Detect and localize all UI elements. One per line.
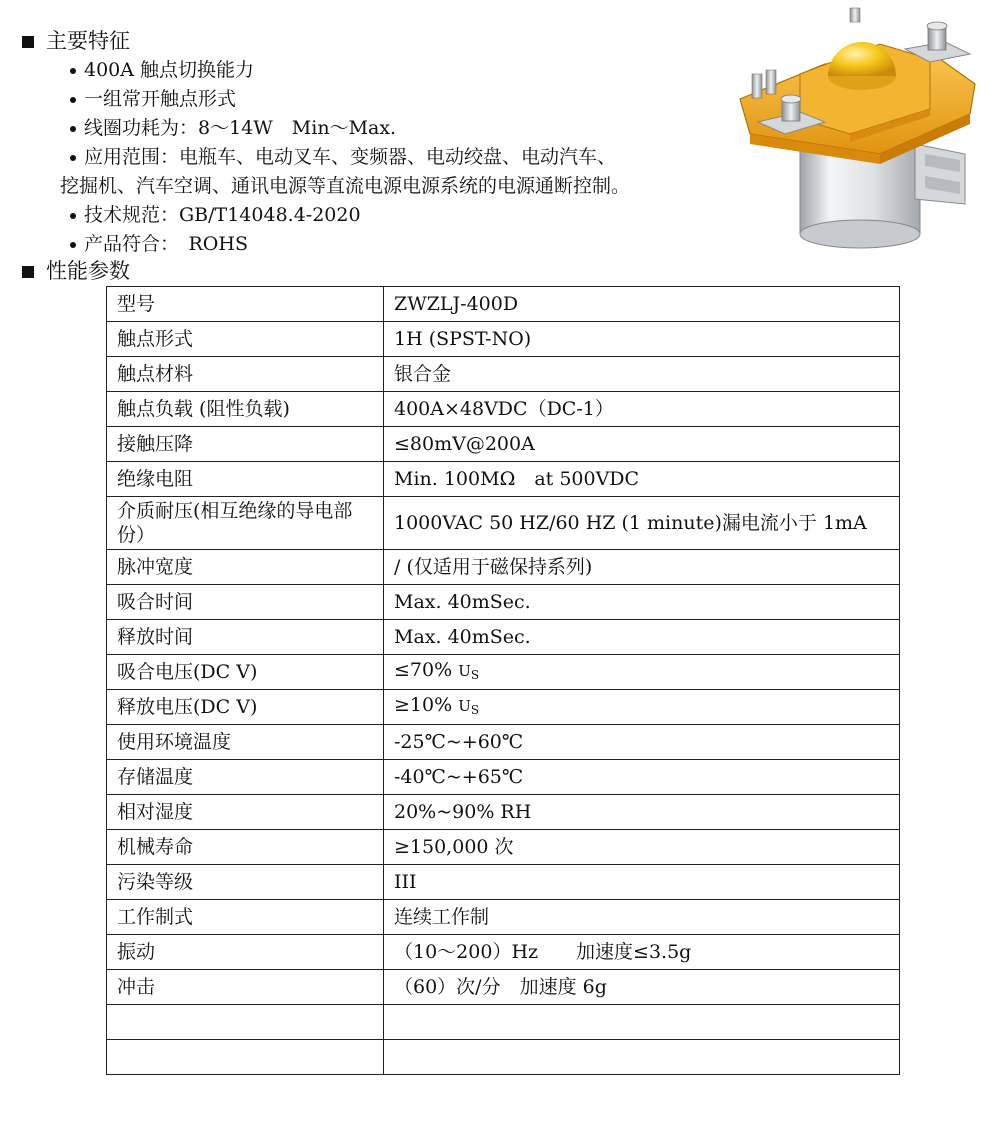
- value-cell: [384, 655, 900, 690]
- param-cell: 使用环境温度: [107, 725, 384, 760]
- unit-subscript: S: [470, 702, 480, 717]
- bullet-dot-icon: [70, 68, 76, 74]
- param-cell: 介质耐压(相互绝缘的导电部份）: [107, 497, 384, 550]
- table-row: [107, 690, 900, 725]
- param-cell: 释放电压(DC V): [107, 690, 384, 725]
- table-row: [107, 287, 900, 322]
- param-cell: 接触压降: [107, 427, 384, 462]
- features-heading: [22, 31, 130, 52]
- table-row: [107, 935, 900, 970]
- param-cell: 存储温度: [107, 760, 384, 795]
- value-cell: 1000VAC 50 HZ/60 HZ (1 minute)漏电流小于 1mA: [384, 497, 900, 550]
- param-cell: 触点形式: [107, 322, 384, 357]
- bullet-dot-icon: [70, 155, 76, 161]
- feature-item-continuation: 挖掘机、汽车空调、通讯电源等直流电源电源系统的电源通断控制。: [60, 175, 631, 197]
- value-text: ≤70%: [394, 658, 459, 681]
- param-cell: 污染等级: [107, 865, 384, 900]
- table-row: [107, 620, 900, 655]
- param-cell: 吸合时间: [107, 585, 384, 620]
- table-row: [107, 655, 900, 690]
- table-row: [107, 357, 900, 392]
- param-cell: 触点负载 (阻性负载): [107, 392, 384, 427]
- feature-item: 应用范围：电瓶车、电动叉车、变频器、电动绞盘、电动汽车、: [62, 143, 742, 172]
- feature-item: 线圈功耗为：8～14W Min～Max.: [62, 114, 742, 143]
- bullet-dot-icon: [70, 97, 76, 103]
- spec-table-body: [107, 287, 900, 1075]
- spec-heading: [22, 261, 130, 282]
- param-cell: 触点材料: [107, 357, 384, 392]
- features-list: [62, 56, 742, 259]
- param-cell: 振动: [107, 935, 384, 970]
- value-cell: 20%~90% RH: [384, 795, 900, 830]
- param-cell: 型号: [107, 287, 384, 322]
- unit-symbol: U: [458, 661, 471, 680]
- param-cell: [107, 1005, 384, 1040]
- relay-contactor-image: [730, 4, 980, 254]
- param-cell: 脉冲宽度: [107, 550, 384, 585]
- table-row: [107, 427, 900, 462]
- table-row: [107, 585, 900, 620]
- value-cell: 连续工作制: [384, 900, 900, 935]
- spec-table: [106, 286, 900, 1075]
- unit-subscript: S: [470, 667, 480, 682]
- value-cell: III: [384, 865, 900, 900]
- table-row: [107, 830, 900, 865]
- bullet-dot-icon: [70, 213, 76, 219]
- value-cell: [384, 690, 900, 725]
- value-cell: [384, 1005, 900, 1040]
- spec-heading-text: 性能参数: [46, 259, 130, 283]
- value-cell: / (仅适用于磁保持系列): [384, 550, 900, 585]
- value-cell: -40℃~+65℃: [384, 760, 900, 795]
- param-cell: 机械寿命: [107, 830, 384, 865]
- table-row: [107, 900, 900, 935]
- value-cell: -25℃~+60℃: [384, 725, 900, 760]
- bullet-dot-icon: [70, 126, 76, 132]
- unit-symbol: U: [458, 696, 471, 715]
- table-row: [107, 497, 900, 550]
- param-cell: 冲击: [107, 970, 384, 1005]
- features-heading-text: 主要特征: [46, 29, 130, 53]
- table-row: [107, 970, 900, 1005]
- value-cell: ≥150,000 次: [384, 830, 900, 865]
- value-cell: [384, 1040, 900, 1075]
- value-cell: 1H (SPST-NO): [384, 322, 900, 357]
- value-cell: （60）次/分 加速度 6g: [384, 970, 900, 1005]
- value-cell: Min. 100MΩ at 500VDC: [384, 462, 900, 497]
- table-row: [107, 462, 900, 497]
- feature-item: 产品符合： ROHS: [62, 230, 742, 259]
- value-cell: 银合金: [384, 357, 900, 392]
- square-bullet-icon: [22, 36, 34, 48]
- square-bullet-icon: [22, 266, 34, 278]
- param-cell: 释放时间: [107, 620, 384, 655]
- table-row: [107, 550, 900, 585]
- param-cell: 吸合电压(DC V): [107, 655, 384, 690]
- value-cell: （10～200）Hz 加速度≤3.5g: [384, 935, 900, 970]
- param-cell: 相对湿度: [107, 795, 384, 830]
- value-cell: Max. 40mSec.: [384, 585, 900, 620]
- table-row: [107, 865, 900, 900]
- table-row: [107, 1005, 900, 1040]
- table-row: [107, 795, 900, 830]
- table-row: [107, 760, 900, 795]
- feature-item: 一组常开触点形式: [62, 85, 742, 114]
- value-text: ≥10%: [394, 693, 459, 716]
- value-cell: ZWZLJ-400D: [384, 287, 900, 322]
- feature-item: 400A 触点切换能力: [62, 56, 742, 85]
- table-row: [107, 392, 900, 427]
- value-cell: ≤80mV@200A: [384, 427, 900, 462]
- table-row: [107, 1040, 900, 1075]
- param-cell: [107, 1040, 384, 1075]
- value-cell: Max. 40mSec.: [384, 620, 900, 655]
- param-cell: 绝缘电阻: [107, 462, 384, 497]
- param-cell: 工作制式: [107, 900, 384, 935]
- value-cell: 400A×48VDC（DC-1）: [384, 392, 900, 427]
- bullet-dot-icon: [70, 242, 76, 248]
- table-row: [107, 725, 900, 760]
- feature-item: 技术规范：GB/T14048.4-2020: [62, 201, 742, 230]
- table-row: [107, 322, 900, 357]
